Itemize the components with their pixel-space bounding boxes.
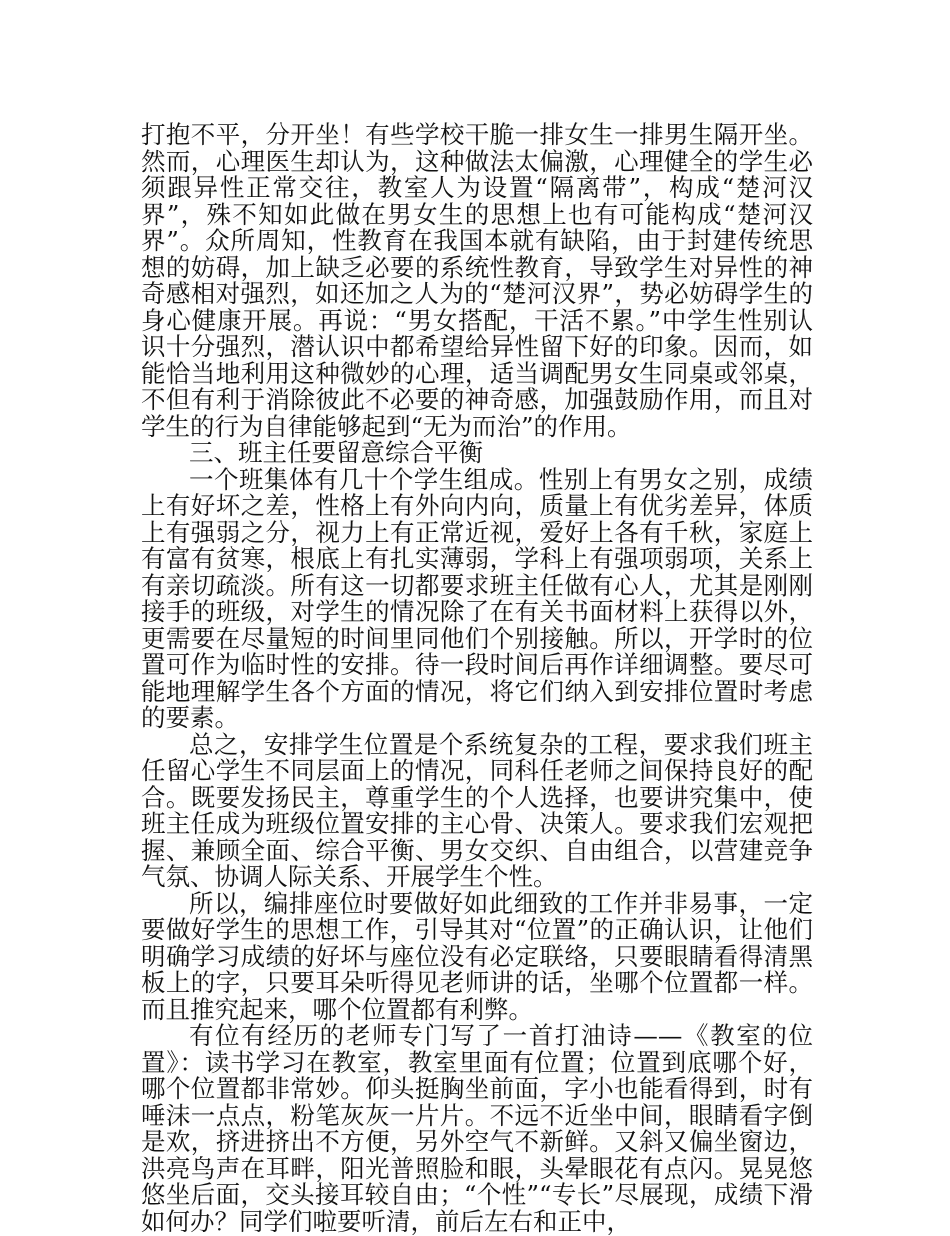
paragraph-poem: 有位有经历的老师专门写了一首打油诗——《教室的位置》：读书学习在教室，教室里面有位置；位置到底哪个好，哪个位置都非常妙。仰头挺胸坐前面，字小也能看得到，时有唾沫一点点，粉笔灰灰一片片。不远不近坐中间，眼睛看字倒是欢，挤进挤出不方便，另外空气不新鲜。又斜又偏坐窗边，洪亮鸟声在耳畔，阳光普照脸和眼，头晕眼花有点闪。晃晃悠悠坐后面，交头接耳较自由；“个性”“专长”尽展现，成绩下滑如何办？同学们啦要听清，前后左右和正中， xyxy=(141,1021,813,1236)
section-heading: 三、班主任要留意综合平衡 xyxy=(189,438,483,467)
paragraph: 所以，编排座位时要做好如此细致的工作并非易事，一定要做好学生的思想工作，引导其对“位置”的正确认识，让他们明确学习成绩的好坏与座位没有必定联络，只要眼睛看得清黑板上的字，只要耳朵听得见老师讲的话，坐哪个位置都一样。而且推究起来，哪个位置都有利弊。 xyxy=(141,888,813,1024)
document-page xyxy=(141,122,813,1235)
paragraph: 一个班集体有几十个学生组成。性别上有男女之别，成绩上有好坏之差，性格上有外向内向，质量上有优劣差异，体质上有强弱之分，视力上有正常近视，爱好上各有千秋，家庭上有富有贫寒，根底上有扎实薄弱，学科上有强项弱项，关系上有亲切疏淡。所有这一切都要求班主任做有心人，尤其是刚刚接手的班级，对学生的情况除了在有关书面材料上获得以外，更需要在尽量短的时间里同他们个别接触。所以，开学时的位置可作为临时性的安排。待一段时间后再作详细调整。要尽可能地理解学生各个方面的情况，将它们纳入到安排位置时考虑的要素。 xyxy=(141,464,813,732)
paragraph-continuation: 打抱不平，分开坐！有些学校干脆一排女生一排男生隔开坐。然而，心理医生却认为，这种做法太偏激，心理健全的学生必须跟异性正常交往，教室人为设置“隔离带”，构成“楚河汉界”，殊不知如此做在男女生的思想上也有可能构成“楚河汉界”。众所周知，性教育在我国本就有缺陷，由于封建传统思想的妨碍，加上缺乏必要的系统性教育，导致学生对异性的神奇感相对强烈，如还加之人为的“楚河汉界”，势必妨碍学生的身心健康开展。再说：“男女搭配，干活不累。”中学生性别认识十分强烈，潜认识中都希望给异性留下好的印象。因而，如能恰当地利用这种微妙的心理，适当调配男女生同桌或邻桌，不但有利于消除彼此不必要的神奇感，加强鼓励作用，而且对学生的行为自律能够起到“无为而治”的作用。 xyxy=(141,120,813,441)
paragraph: 总之，安排学生位置是个系统复杂的工程，要求我们班主任留心学生不同层面上的情况，同科任老师之间保持良好的配合。既要发扬民主，尊重学生的个人选择，也要讲究集中，使班主任成为班级位置安排的主心骨、决策人。要求我们宏观把握、兼顾全面、综合平衡、男女交织、自由组合，以营建竞争气氛、协调人际关系、开展学生个性。 xyxy=(141,729,813,891)
